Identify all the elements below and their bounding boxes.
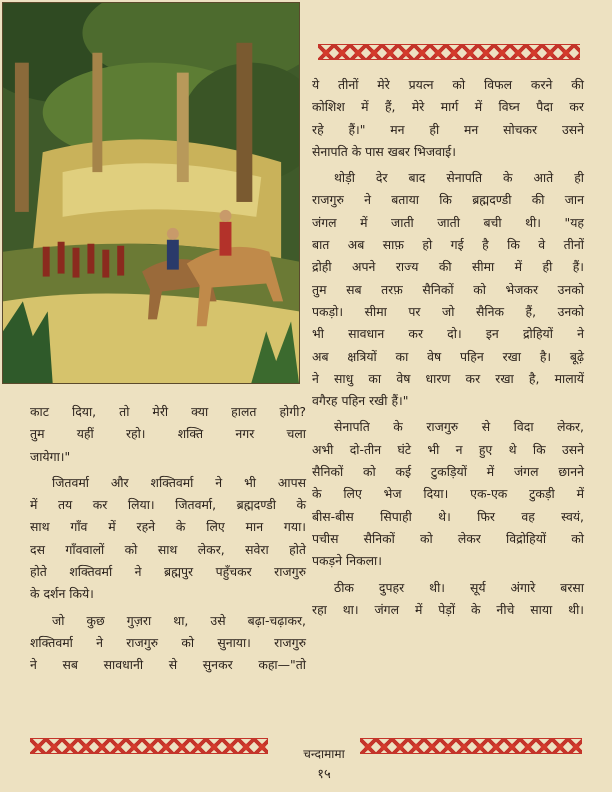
text-line: के दर्शन किये। [30,586,94,602]
text-line: तुम यहीं रहो। शक्ति नगर चला [30,426,306,442]
text-line: होते शक्तिवर्मा ने ब्रह्मपुर पहुँचकर राजगुरु [30,564,306,580]
text-line: राजगुरु ने बताया कि ब्रह्मदण्डी की जान [312,192,584,208]
text-line: बात अब साफ़ हो गई है कि वे तीनों [312,237,584,253]
page-number: १५ [317,767,331,782]
text-line: कोशिश में हैं, मेरे मार्ग में विघ्न पैदा कर [312,99,584,115]
text-line: जंगल में जाती जाती बची थी। "यह [312,214,584,230]
text-line: के लिए भेज दिया। एक-एक टुकड़ी में [312,486,584,502]
decorative-border-bottom-right [360,738,582,754]
text-line: पकड़ो। सीमा पर जो सैनिक हैं, उनको [312,303,584,319]
text-line: सेनापति के पास खबर भिजवाई। [312,143,456,159]
text-line: जितवर्मा और शक्तिवर्मा ने भी आपस [52,474,306,490]
text-line: दस गाँववालों को साथ लेकर, सवेरा होते [30,541,306,557]
magazine-name: चन्दामामा [303,747,345,761]
text-line: रहे हैं।" मन ही मन सोचकर उसने [312,121,584,137]
story-illustration [2,2,300,384]
text-line: पकड़ने निकला। [312,553,382,569]
text-line: शक्तिवर्मा ने राजगुरु को सुनाया। राजगुरु [30,634,306,650]
text-line: ठीक दुपहर थी। सूर्य अंगारे बरसा [334,579,584,595]
text-line: द्रोही अपने राज्य की सीमा में ही हैं। [312,259,584,275]
text-line: जो कुछ गुज़रा था, उसे बढ़ा-चढ़ाकर, [52,612,306,628]
forest-horsemen-illustration-icon [3,3,299,383]
text-line: भी सावधान कर दो। इन द्रोहियों ने [312,326,584,342]
text-line: अब क्षत्रियों का वेष पहिन रखा है। बूढ़े [312,348,584,364]
decorative-border-top [318,44,580,60]
right-text-column [312,74,584,621]
text-line: काट दिया, तो मेरी क्या हालत होगी? [30,404,306,419]
text-line: पचीस सैनिकों को लेकर विद्रोहियों को [312,530,584,546]
text-line: अभी दो-तीन घंटे भी न हुए थे कि उसने [312,441,584,457]
text-line: तुम सब तरफ़ सैनिकों को भेजकर उनको [312,281,584,297]
text-line: साथ गाँव में रहने के लिए मान गया। [30,519,306,535]
decorative-border-bottom-left [30,738,268,754]
text-line: ने साधु का वेष धारण कर रखा है, मालायें [312,370,584,386]
text-line: रहा था। जंगल में पेड़ों के नीचे साया थी। [312,601,584,617]
text-line: वगैरह पहिन रखी हैं।" [312,393,409,409]
text-line: ने सब सावधानी से सुनकर कहा—"तो [30,657,306,673]
left-text-column [30,401,306,677]
text-line: थोड़ी देर बाद सेनापति के आते ही [334,170,584,186]
text-line: सैनिकों को कई टुकड़ियों में जंगल छानने [312,464,584,480]
text-line: में तय कर लिया। जितवर्मा, ब्रह्मदण्डी के [30,497,306,513]
text-line: सेनापति के राजगुरु से विदा लेकर, [334,419,584,435]
text-line: ये तीनों मेरे प्रयत्न को विफल करने की [312,77,584,92]
text-line: बीस-बीस सिपाही थे। फिर वह स्वयं, [312,508,584,524]
text-line: जायेगा।" [30,448,71,464]
